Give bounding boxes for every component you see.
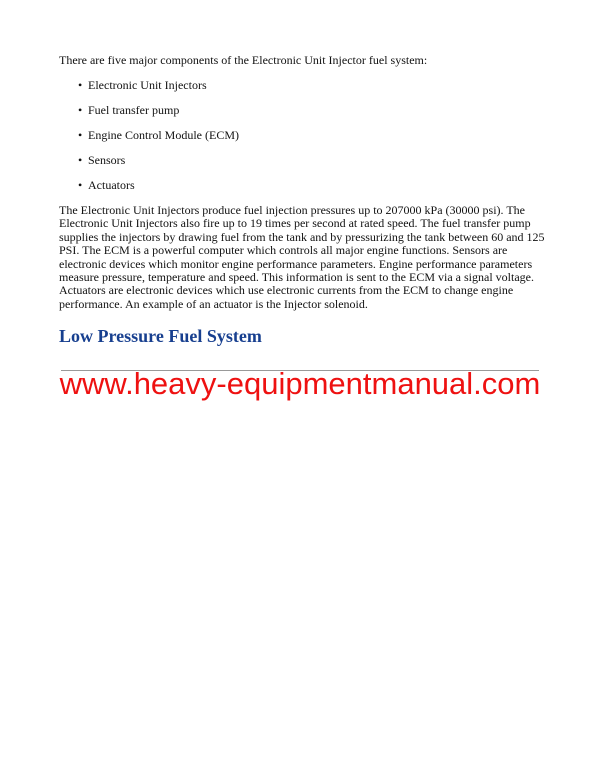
bullet-icon: •: [78, 178, 83, 192]
component-list: [78, 78, 239, 203]
bullet-icon: •: [78, 128, 83, 142]
list-item: • Sensors: [78, 153, 126, 167]
bullet-icon: •: [78, 103, 83, 117]
bullet-icon: •: [78, 153, 83, 167]
intro-text: There are five major components of the Electronic Unit Injector fuel system:: [59, 53, 428, 67]
list-item: • Engine Control Module (ECM): [78, 128, 239, 142]
list-item: • Fuel transfer pump: [78, 103, 180, 117]
watermark: www.heavy-equipmentmanual.com: [59, 366, 541, 401]
list-item: • Electronic Unit Injectors: [78, 78, 207, 92]
description-paragraph: The Electronic Unit Injectors produce fuel injection pressures up to 207000 kPa (30000 psi). The Electronic Unit Injectors also fire up to 19 times per second at rated speed. The fuel transfer pump supplies the injectors by drawing fuel from the tank and by pressurizing the tank between 60 and 125 PSI. The ECM is a powerful computer which controls all major engine functions. Sensors are electronic devices which monitor engine performance parameters. Engine performance parameters measure pressure, temperature and speed. This information is sent to the ECM via a signal voltage. Actuators are electronic devices which use electronic currents from the ECM to change engine performance. An example of an actuator is the Injector solenoid.: [59, 203, 545, 311]
bullet-icon: •: [78, 78, 83, 92]
section-heading: Low Pressure Fuel System: [59, 326, 262, 346]
list-item: • Actuators: [78, 178, 135, 192]
